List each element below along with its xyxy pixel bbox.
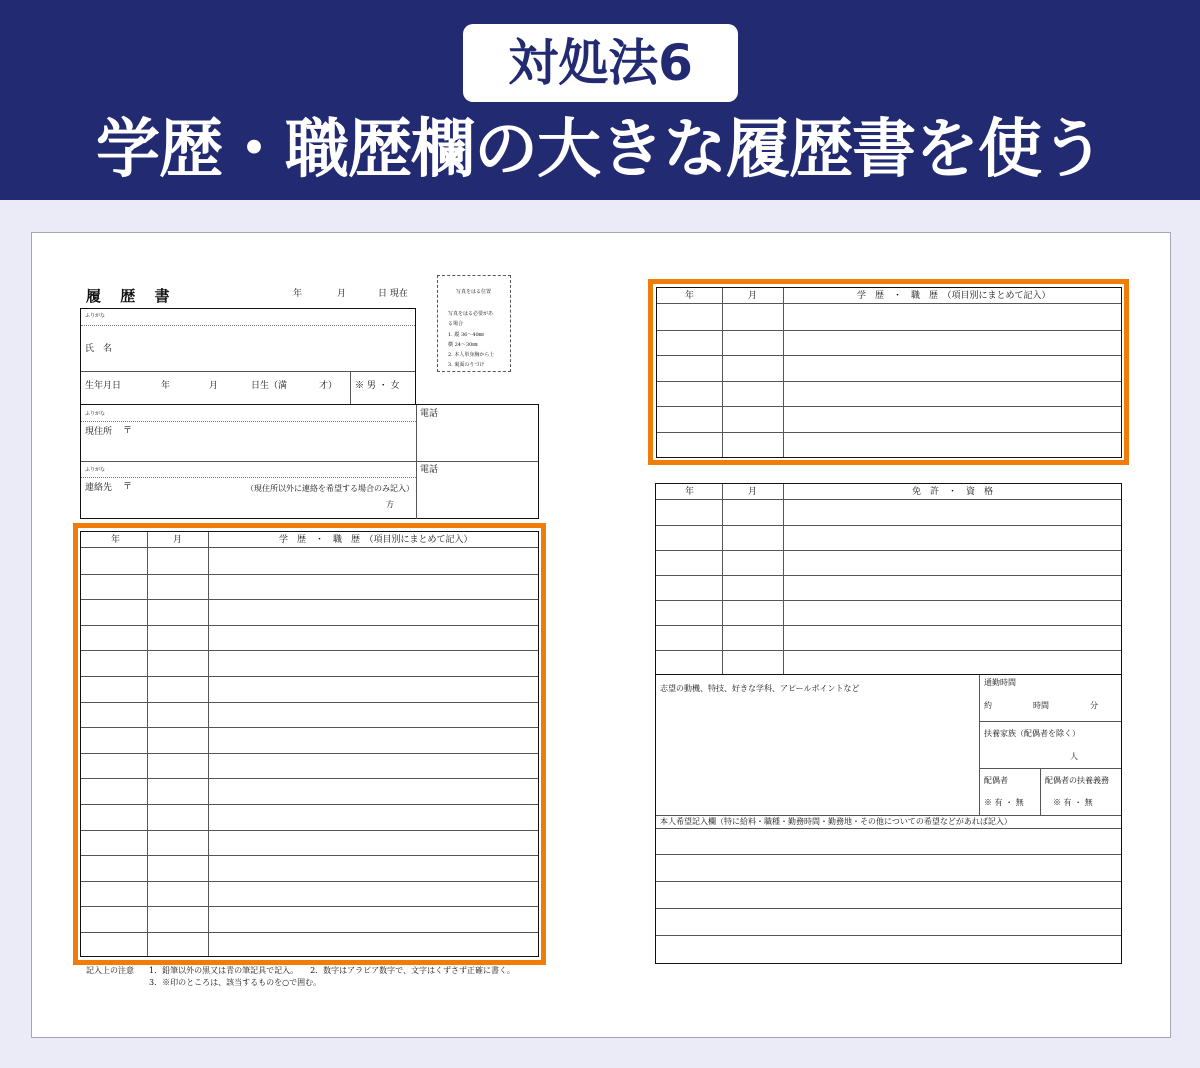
- table-row: [656, 525, 1121, 526]
- notes-line-1: 1．鉛筆以外の黒又は青の筆記具で記入。 2．数字はアラビア数字で、文字はくずさず正確に書く。: [149, 966, 515, 975]
- highlight-frame-left: [73, 523, 546, 965]
- table-row: [656, 550, 1121, 551]
- photo-placeholder: [437, 275, 511, 372]
- furigana-label: ふりがな: [85, 467, 106, 473]
- commute-minutes: 分: [1090, 701, 1098, 710]
- contact-label: 連絡先: [85, 483, 113, 493]
- photo-text: 写真をはる位置: [456, 289, 492, 295]
- license-table: [655, 483, 1122, 675]
- photo-text: 横 24〜30㎜: [448, 342, 478, 348]
- table-row: [656, 625, 1121, 626]
- postal-mark: 〒: [123, 426, 133, 436]
- history-month-header: 月: [173, 535, 183, 545]
- birth-month: 月: [209, 381, 219, 391]
- name-label: 氏 名: [85, 344, 113, 354]
- spouse-label: 配偶者: [984, 776, 1008, 785]
- motivation-label: 志望の動機、特技、好きな学科、アピールポイントなど: [660, 684, 860, 693]
- license-month-header: 月: [748, 487, 758, 497]
- notes-heading: 記入上の注意: [86, 966, 134, 975]
- motivation-box: [655, 674, 1122, 964]
- gender-field: ※ 男 ・ 女: [355, 381, 400, 391]
- method-badge: 対処法6: [463, 24, 738, 102]
- license-header: 免 許 ・ 資 格: [912, 487, 994, 497]
- resume-sheet: [31, 232, 1171, 1038]
- resume-title: 履 歴 書: [86, 287, 177, 305]
- notes-line-2: 3．※印のところは、該当するものを○で囲む。: [149, 978, 322, 987]
- address-label: 現住所: [85, 427, 113, 437]
- birth-label: 生年月日: [85, 381, 122, 391]
- birth-age-end: 才）: [319, 381, 338, 391]
- commute-label: 通勤時間: [984, 678, 1016, 687]
- commute-hours: 時間: [1033, 701, 1049, 710]
- history-header: 学 歴 ・ 職 歴 （項目別にまとめて記入）: [857, 291, 1051, 301]
- table-row: [656, 650, 1121, 651]
- history-header: 学 歴 ・ 職 歴 （項目別にまとめて記入）: [279, 535, 473, 545]
- spouse-support-value: ※ 有 ・ 無: [1053, 798, 1093, 807]
- address-box: [80, 404, 539, 519]
- address-phone-label: 電話: [420, 409, 439, 419]
- license-year-header: 年: [685, 487, 695, 497]
- contact-note: （現住所以外に連絡を希望する場合のみ記入）: [246, 484, 414, 493]
- commute-approx: 約: [984, 701, 992, 710]
- furigana-label: ふりがな: [85, 313, 106, 319]
- photo-text: 2. 本人単身胸から上: [448, 352, 495, 358]
- wishes-label: 本人希望記入欄（特に給料・職種・勤務時間・勤務地・その他についての希望などがあれば記入）: [660, 817, 1012, 826]
- date-year: 年: [293, 289, 303, 299]
- header-banner: [0, 0, 1200, 200]
- history-month-header: 月: [748, 291, 758, 301]
- postal-mark: 〒: [123, 482, 133, 492]
- dependents-unit: 人: [1070, 752, 1078, 761]
- spouse-support-label: 配偶者の扶養義務: [1045, 776, 1109, 785]
- highlight-frame-right: [648, 279, 1129, 465]
- name-box: [80, 308, 416, 405]
- photo-text: 3. 裏面のりづけ: [448, 362, 485, 368]
- photo-text: る場合: [448, 321, 464, 327]
- contact-phone-label: 電話: [420, 465, 439, 475]
- table-row: [656, 600, 1121, 601]
- photo-text: 1. 縦 36〜40㎜: [448, 332, 484, 338]
- spouse-value: ※ 有 ・ 無: [984, 798, 1024, 807]
- birth-day-age: 日生（満: [251, 381, 288, 391]
- table-row: [656, 575, 1121, 576]
- contact-suffix: 方: [386, 500, 394, 509]
- history-year-header: 年: [685, 291, 695, 301]
- history-year-header: 年: [111, 535, 121, 545]
- furigana-label: ふりがな: [85, 411, 106, 417]
- date-month: 月: [337, 289, 347, 299]
- dependents-label: 扶養家族（配偶者を除く）: [984, 729, 1080, 738]
- headline: 学歴・職歴欄の大きな履歴書を使う: [96, 113, 1104, 187]
- photo-text: 写真をはる必要があ: [448, 311, 494, 317]
- date-day-now: 日 現在: [378, 289, 408, 299]
- birth-year: 年: [161, 381, 171, 391]
